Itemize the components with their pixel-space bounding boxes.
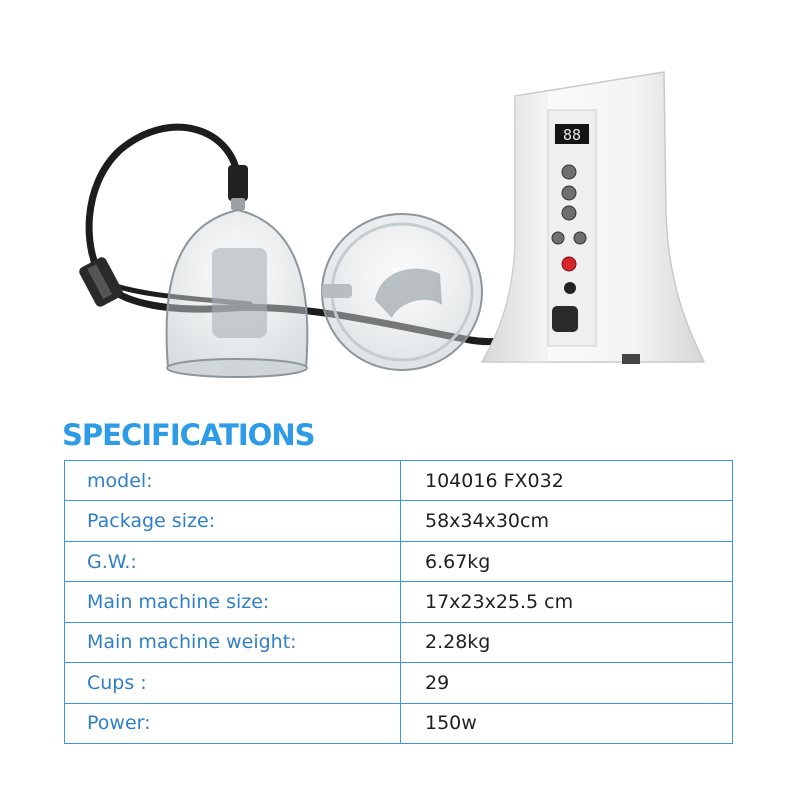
table-row — [65, 582, 733, 622]
display-readout: 88 — [562, 126, 582, 144]
spec-label: Main machine size: — [65, 582, 401, 622]
spec-value: 6.67kg — [401, 541, 733, 581]
spec-value: 29 — [401, 663, 733, 703]
cable-connector — [77, 256, 124, 309]
vacuum-cup-right — [322, 214, 482, 370]
spec-value: 104016 FX032 — [401, 461, 733, 501]
spec-value: 17x23x25.5 cm — [401, 582, 733, 622]
spec-label: Power: — [65, 703, 401, 743]
spec-label: Cups : — [65, 663, 401, 703]
specifications-table — [64, 460, 733, 744]
specifications-heading: SPECIFICATIONS — [62, 418, 315, 452]
spec-label: Main machine weight: — [65, 622, 401, 662]
knob-left — [552, 232, 564, 244]
cup-connector — [228, 165, 248, 210]
spec-value: 2.28kg — [401, 622, 733, 662]
machine-body — [482, 72, 704, 364]
hose-cable — [89, 127, 556, 341]
knob-down — [562, 186, 576, 200]
table-row — [65, 663, 733, 703]
table-row — [65, 461, 733, 501]
table-row — [65, 541, 733, 581]
power-button — [562, 257, 576, 271]
spec-label: Package size: — [65, 501, 401, 541]
knob-mode — [562, 206, 576, 220]
hose-plug — [552, 306, 578, 332]
table-row — [65, 501, 733, 541]
table-row — [65, 703, 733, 743]
spec-value: 150w — [401, 703, 733, 743]
knob-right — [574, 232, 586, 244]
knob-up — [562, 165, 576, 179]
vacuum-cup-left — [167, 210, 308, 377]
spec-label: model: — [65, 461, 401, 501]
outlet-socket — [564, 282, 576, 294]
table-row — [65, 622, 733, 662]
spec-label: G.W.: — [65, 541, 401, 581]
spec-value: 58x34x30cm — [401, 501, 733, 541]
